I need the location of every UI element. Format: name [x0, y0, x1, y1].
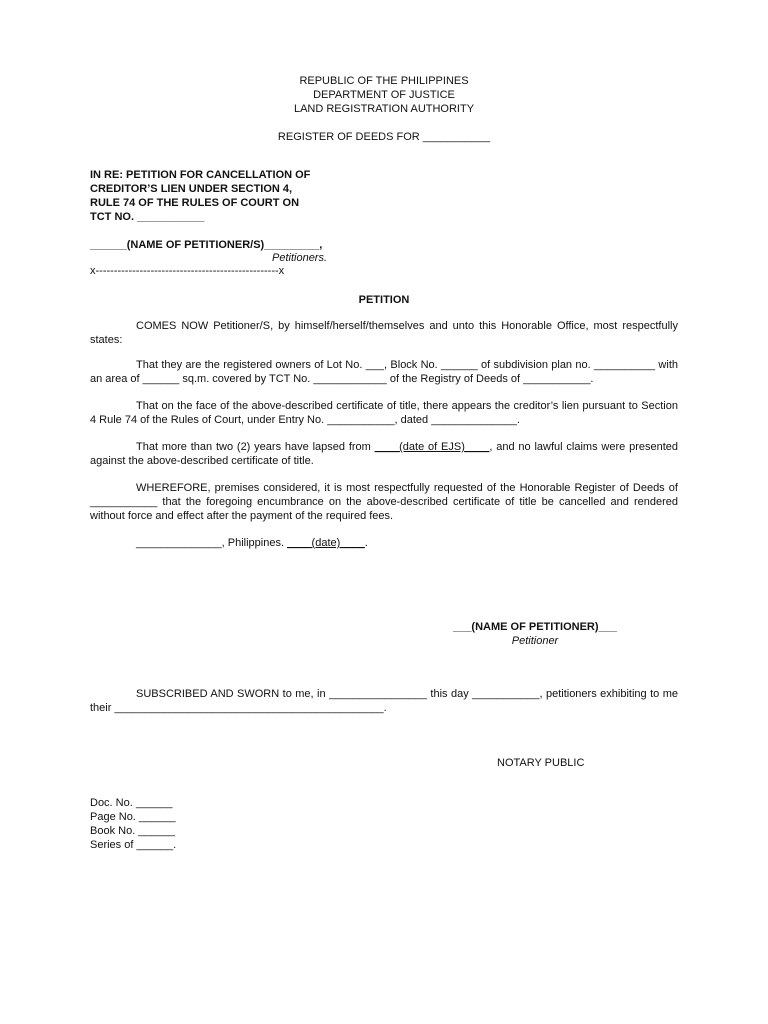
header-authority: LAND REGISTRATION AUTHORITY [293, 103, 475, 115]
case-caption [90, 168, 390, 224]
doc-no-line: Doc. No. ______ [90, 797, 173, 809]
document-header [0, 74, 768, 116]
petitioner-name-line: ______(NAME OF PETITIONER/S)_________, [90, 239, 323, 251]
petitioner-signature-name: ___(NAME OF PETITIONER)___ [453, 621, 617, 633]
paragraph-wherefore: WHEREFORE, premises considered, it is most respectfully requested of the Honorable Register of Deeds of ___________ that the foregoing encumbrance on the above-described certificate of title be cancelled and rendered without force and effect after the payment of the required fees. [90, 482, 678, 522]
date-field: ____(date)____ [287, 537, 365, 549]
caption-line-2: CREDITOR’S LIEN UNDER SECTION 4, [90, 183, 293, 195]
place-text: ______________, Philippines. [136, 537, 288, 549]
notary-public-label: NOTARY PUBLIC [497, 757, 585, 769]
caption-line-3: RULE 74 OF THE RULES OF COURT ON [90, 197, 300, 209]
document-body [90, 319, 678, 550]
series-line: Series of ______. [90, 839, 177, 851]
paragraph-registered-owners: That they are the registered owners of Lot No. ___, Block No. ______ of subdivision plan no. __________ with an area of ______ sq.m. covered by TCT No. ____________ of the Registry of Deeds of ___________. [90, 359, 678, 385]
petitioner-signature-label: Petitioner [511, 635, 559, 647]
book-no-line: Book No. ______ [90, 825, 176, 837]
paragraph-two-years-lapsed [90, 440, 678, 468]
paragraph-creditors-lien: That on the face of the above-described certificate of title, there appears the creditor’s lien pursuant to Section 4 Rule 74 of the Rules of Court, under Entry No. ___________, dated ______________. [90, 400, 678, 426]
petitioners-label: Petitioners. [272, 252, 328, 264]
register-of-deeds-line: REGISTER OF DEEDS FOR ___________ [277, 131, 491, 143]
p4-text-after: , and no lawful claims were presented against the above-described certificate of title. [90, 441, 679, 467]
place-and-date-line [90, 536, 678, 550]
jurat-text: SUBSCRIBED AND SWORN to me, in ________________ this day ___________, petitioners exhibiting to me their ____________________________________________. [90, 688, 678, 714]
p4-text-before: That more than two (2) years have lapsed from [136, 441, 375, 453]
paragraph-comes-now: COMES NOW Petitioner/S, by himself/herself/themselves and unto this Honorable Office, most respectfully states: [90, 320, 678, 346]
place-date-period: . [364, 537, 368, 549]
header-department: DEPARTMENT OF JUSTICE [313, 89, 455, 101]
page-no-line: Page No. ______ [90, 811, 176, 823]
notarial-register-block [90, 796, 176, 852]
caption-line-4: TCT NO. ___________ [90, 211, 205, 223]
caption-line-1: IN RE: PETITION FOR CANCELLATION OF [90, 169, 311, 181]
jurat-section [90, 687, 678, 715]
document-title: PETITION [358, 294, 410, 306]
caption-separator: x--------------------------------------------------x [90, 265, 285, 277]
petitioner-signature-block [430, 620, 640, 648]
header-republic: REPUBLIC OF THE PHILIPPINES [299, 75, 469, 87]
date-of-ejs-field: ____(date of EJS)____ [374, 441, 490, 453]
